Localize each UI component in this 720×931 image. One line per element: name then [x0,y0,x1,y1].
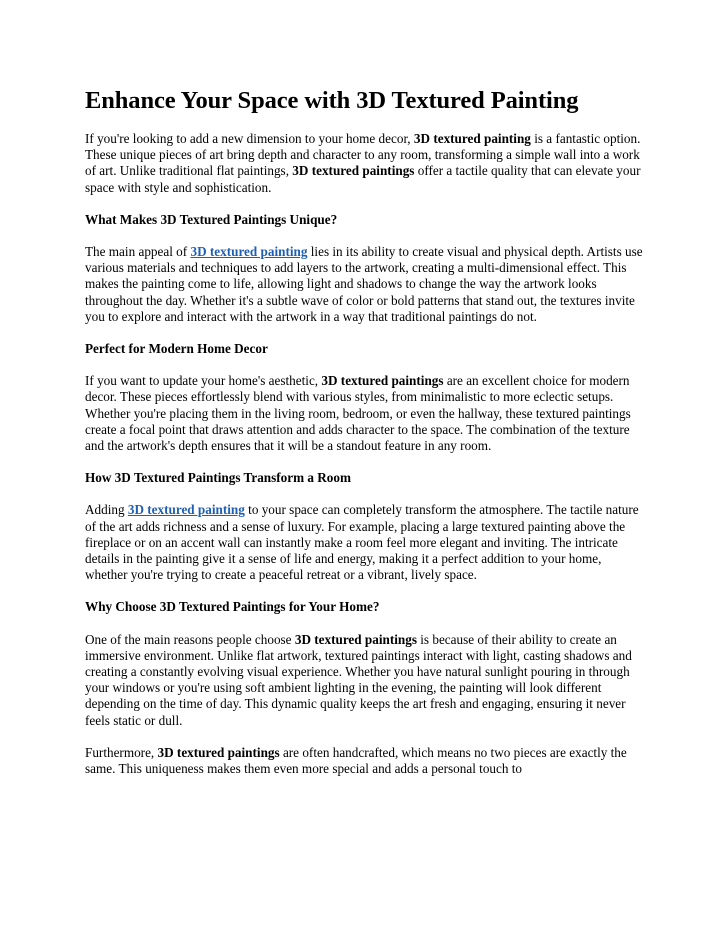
section-heading-modern-decor: Perfect for Modern Home Decor [85,341,268,357]
section-heading-unique: What Makes 3D Textured Paintings Unique? [85,211,338,227]
textured-painting-link-1[interactable]: 3D textured painting [190,244,308,260]
section-transform-text-2: to your space can completely transform the atmosphere. The tactile nature of the art adds richness and a sense of luxury. For example, placing a large textured painting above the fireplace or on an accent wall can instantly make a room feel more elegant and inviting. The intricate details in the painting give it a sense of life and energy, making it a perfect addition to your home, whether you're trying to create a peaceful retreat or a vibrant, lively space. [85,502,639,583]
document-page [85,84,645,793]
intro-bold-2: 3D textured paintings [292,163,415,179]
section-unique-text-2: lies in its ability to create visual and physical depth. Artists use various materials and techniques to add layers to the artwork, creating a multi-dimensional effect. This makes the painting come to life, allowing light and shadows to change the way the artwork looks throughout the day. Whether it's a subtle wave of color or bold patterns that stand out, the textures invite you to explore and interact with the artwork in a way that traditional paintings do not. [85,244,643,324]
section-modern-bold-1: 3D textured paintings [321,373,444,389]
intro-text-3: offer a tactile quality that can elevate your space with style and sophistication. [85,163,641,195]
intro-bold-1: 3D textured painting [413,131,531,146]
section-why-text-2: is because of their ability to create an immersive environment. Unlike flat artwork, textured paintings interact with light, casting shadows and creating a constantly evolving visual experience. Whether you have natural sunlight pouring in through your windows or you're using soft ambient lighting in the evening, the painting will look different depending on the time of day. This dynamic quality keeps the art fresh and engaging, ensuring it never feels static or dull. [85,631,632,728]
section-why-bold-1: 3D textured paintings [294,631,417,647]
intro-text-2: is a fantastic option. These unique pieces of art bring depth and character to any room, transforming a simple wall into a work of art. Unlike traditional flat paintings, [85,131,641,179]
section-unique-text-1: The main appeal of [85,244,191,260]
section-transform-text-1: Adding [85,502,128,518]
section-heading-transform: How 3D Textured Paintings Transform a Room [85,470,351,486]
textured-painting-link-2[interactable]: 3D textured painting [127,502,245,518]
intro-paragraph [85,131,645,196]
section-why-text-3: Furthermore, [85,744,158,760]
section-why-bold-2: 3D textured paintings [157,744,280,760]
page-title: Enhance Your Space with 3D Textured Painting [85,87,579,114]
section-modern-text-2: are an excellent choice for modern decor. These pieces effortlessly blend with various styles, from minimalistic to more eclectic setups. Whether you're placing them in the living room, bedroom, or even the hallway, these textured paintings create a focal point that draws attention and adds character to the space. The combination of the texture and the artwork's depth ensures that it will be a standout feature in any room. [85,373,631,454]
section-transform-paragraph [85,502,645,583]
section-modern-decor-paragraph [85,373,645,454]
section-modern-text-1: If you want to update your home's aesthetic, [85,373,322,389]
intro-text-1: If you're looking to add a new dimension to your home decor, [85,131,414,146]
section-why-paragraph-2 [85,745,645,777]
section-why-text-1: One of the main reasons people choose [85,631,295,647]
section-heading-why-choose: Why Choose 3D Textured Paintings for Your Home? [85,599,380,615]
section-why-paragraph-1 [85,632,645,729]
section-why-text-4: are often handcrafted, which means no two pieces are exactly the same. This uniqueness makes them even more special and adds a personal touch to [85,744,627,777]
section-unique-paragraph [85,244,645,325]
